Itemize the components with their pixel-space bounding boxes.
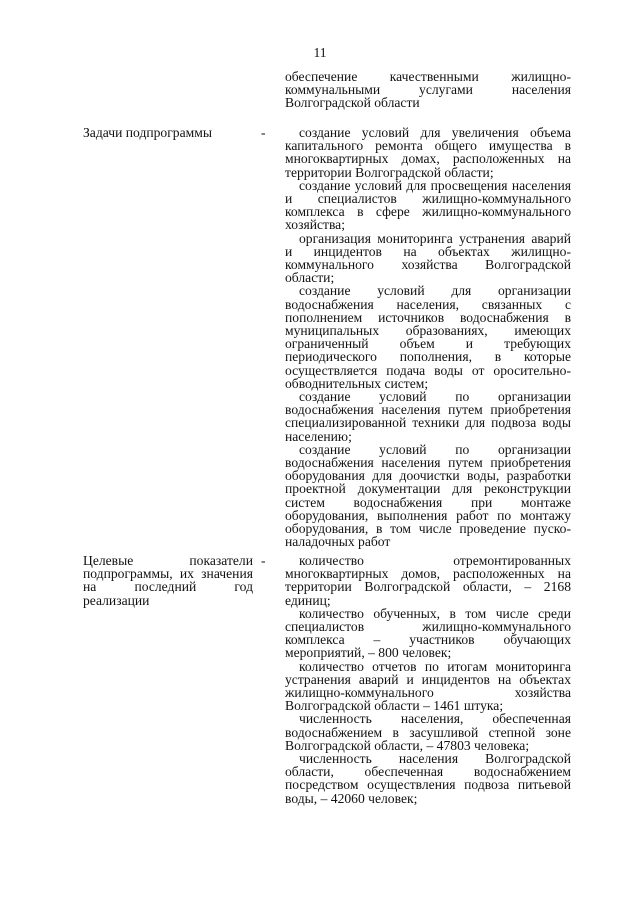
task-item: создание условий по организации водоснабжения населения путем приобретения оборудования для доочистки воды, разработки проектной документации для реконструкции систем водоснабжения при монтаже оборудования, выполнения работ по монтажу оборудования, в том числе проведение пуско-наладочных работ [285,441,571,550]
tasks-content [285,126,571,549]
task-item: создание условий для организации водоснабжения населения, связанных с пополнением источников водоснабжения в муниципальных образованиях, имеющих ограниченный объем и требующих периодического пополнения, в которые осуществляется подача воды от оросительно-обводнительных систем; [285,283,571,391]
tasks-label: Задачи подпрограммы [83,125,212,140]
targets-dash: - [261,553,266,568]
task-item: создание условий для увеличения объема капитального ремонта общего имущества в многоквартирных домах, расположенных на территории Волгоградской области; [285,125,571,180]
task-item: организация мониторинга устранения аварий и инцидентов на объектах жилищно-коммунального хозяйства Волгоградской области; [285,230,571,286]
task-item: создание условий для просвещения населения и специалистов жилищно-коммунального комплекса в сфере жилищно-коммунального хозяйства; [285,177,571,233]
targets-content [285,554,571,805]
page-number: 11 [313,45,327,60]
task-item: создание условий по организации водоснабжения населения путем приобретения специализированной техники для подвоза воды населению; [285,389,571,444]
target-item: количество отремонтированных многоквартирных домов, расположенных на территории Волгоградской области, – 2168 единиц; [285,553,571,608]
target-item: численность населения, обеспеченная водоснабжением в засушливой степной зоне Волгоградской области, – 47803 человека; [285,711,571,753]
intro-paragraph: обеспечение качественными жилищно-коммунальными услугами населения Волгоградской области [285,69,571,111]
targets-label: Целевые показатели подпрограммы, их значения на последний год реализации [83,553,253,608]
target-item: количество отчетов по итогам мониторинга устранения аварий и инцидентов на объектах жилищно-коммунального хозяйства Волгоградской области – 1461 штука; [285,658,571,714]
tasks-dash: - [261,125,266,140]
target-item: численность населения Волгоградской области, обеспеченная водоснабжением посредством осуществления подвоза питьевой воды, – 42060 человек; [285,751,571,806]
target-item: количество обученных, в том числе среди специалистов жилищно-коммунального комплекса – участников обучающих мероприятий, – 800 человек; [285,605,571,661]
